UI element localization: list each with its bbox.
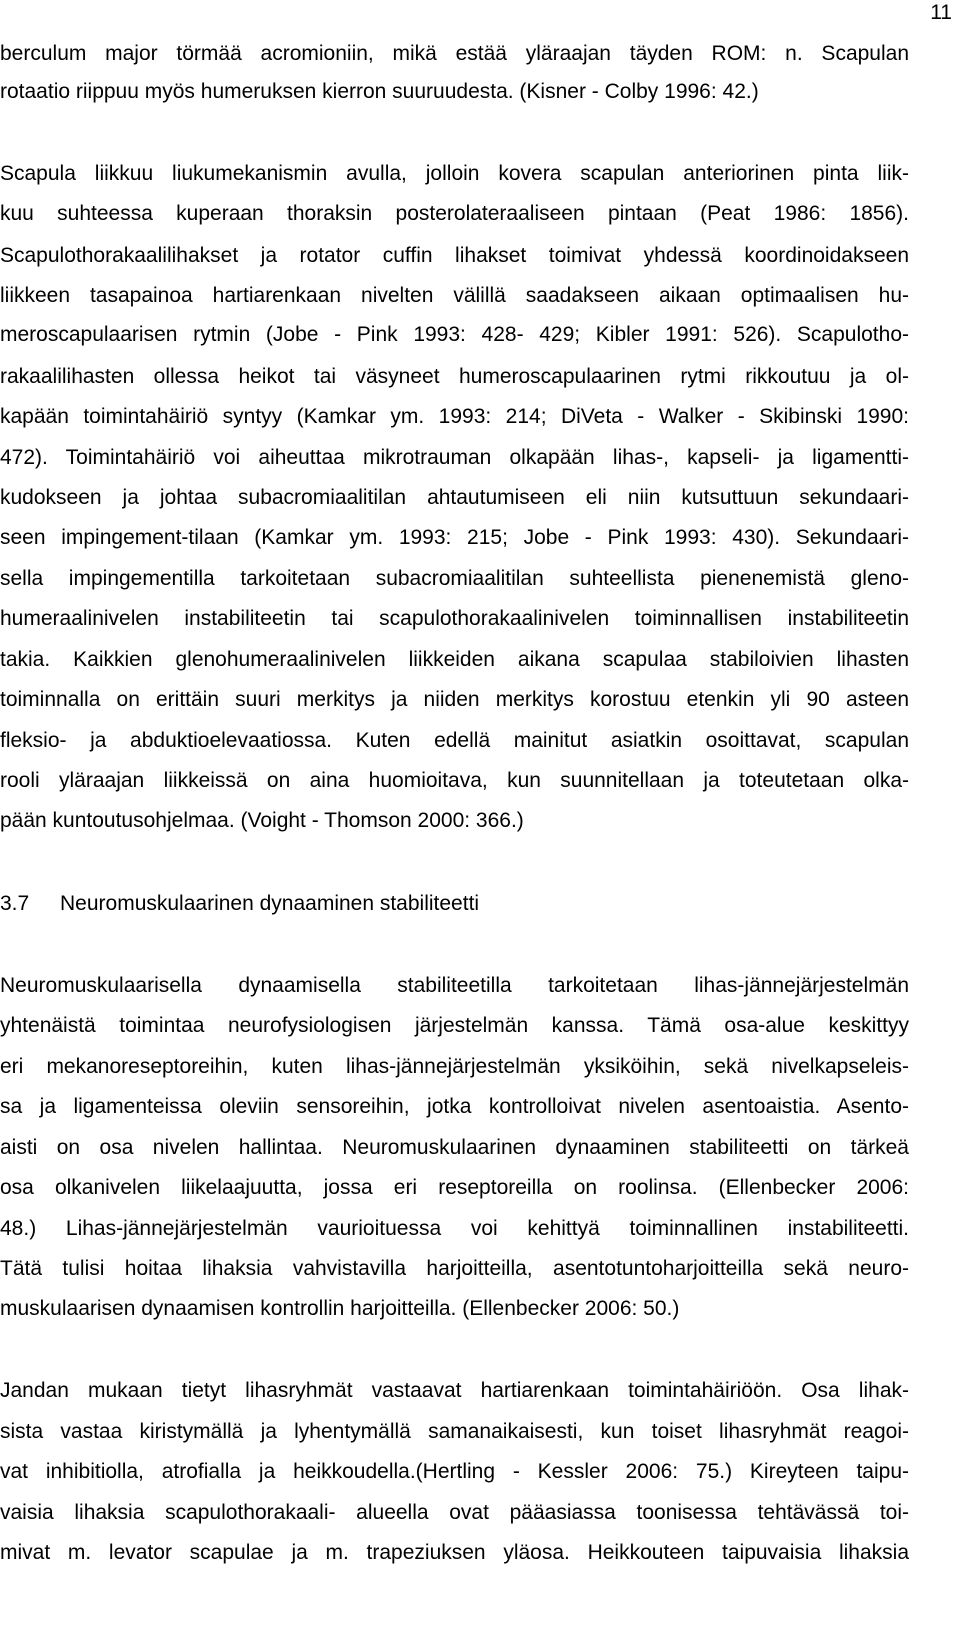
body-text-line: Jandan mukaan tietyt lihasryhmät vastaavat hartiarenkaan toimintahäiriöön. Osa lihak- <box>0 1379 909 1402</box>
body-text-line: rakaalilihasten ollessa heikot tai väsyneet humeroscapulaarinen rytmi rikkoutuu ja ol- <box>0 365 909 388</box>
body-text-line: kudokseen ja johtaa subacromiaalitilan ahtautumiseen eli niin kutsuttuun sekundaari- <box>0 486 909 509</box>
body-text-line: berculum major törmää acromioniin, mikä estää yläraajan täyden ROM: n. Scapulan <box>0 42 909 65</box>
body-text-line: muskulaarisen dynaamisen kontrollin harjoitteilla. (Ellenbecker 2006: 50.) <box>0 1297 680 1320</box>
body-text-line: rotaatio riippuu myös humeruksen kierron suuruudesta. (Kisner - Colby 1996: 42.) <box>0 80 759 103</box>
body-text-line: yhtenäistä toimintaa neurofysiologisen järjestelmän kanssa. Tämä osa-alue keskittyy <box>0 1014 909 1037</box>
body-text-line: 48.) Lihas-jännejärjestelmän vaurioituessa voi kehittyä toiminnallinen instabiliteetti. <box>0 1217 909 1240</box>
body-text-line: liikkeen tasapainoa hartiarenkaan nivelten välillä saadakseen aikaan optimaalisen hu- <box>0 284 909 307</box>
body-text-line: kuu suhteessa kuperaan thoraksin posterolateraaliseen pintaan (Peat 1986: 1856). <box>0 202 909 225</box>
section-number: 3.7 <box>0 892 30 915</box>
body-text-line: toiminnalla on erittäin suuri merkitys ja niiden merkitys korostuu etenkin yli 90 asteen <box>0 688 909 711</box>
body-text-line: rooli yläraajan liikkeissä on aina huomioitava, kun suunnitellaan ja toteutetaan olka- <box>0 769 909 792</box>
body-text-line: pään kuntoutusohjelmaa. (Voight - Thomson 2000: 366.) <box>0 809 524 832</box>
body-text-line: eri mekanoreseptoreihin, kuten lihas-jännejärjestelmän yksiköihin, sekä nivelkapseleis- <box>0 1055 909 1078</box>
body-text-line: osa olkanivelen liikelaajuutta, jossa eri reseptoreilla on roolinsa. (Ellenbecker 2006: <box>0 1176 909 1199</box>
page-number: 11 <box>930 1 952 24</box>
body-text-line: takia. Kaikkien glenohumeraalinivelen liikkeiden aikana scapulaa stabiloivien lihasten <box>0 648 909 671</box>
body-text-line: 472). Toimintahäiriö voi aiheuttaa mikrotrauman olkapään lihas-, kapseli- ja ligamentti- <box>0 446 909 469</box>
body-text-line: mivat m. levator scapulae ja m. trapeziuksen yläosa. Heikkouteen taipuvaisia lihaksia <box>0 1541 909 1564</box>
body-text-line: fleksio- ja abduktioelevaatiossa. Kuten edellä mainitut asiatkin osoittavat, scapulan <box>0 729 909 752</box>
body-text-line: vaisia lihaksia scapulothorakaali- alueella ovat pääasiassa toonisessa tehtävässä toi- <box>0 1501 909 1524</box>
body-text-line: vat inhibitiolla, atrofialla ja heikkoudella.(Hertling - Kessler 2006: 75.) Kireyteen taipu- <box>0 1460 909 1483</box>
body-text-line: seen impingement-tilaan (Kamkar ym. 1993: 215; Jobe - Pink 1993: 430). Sekundaari- <box>0 526 909 549</box>
body-text-line: sista vastaa kiristymällä ja lyhentymällä samanaikaisesti, kun toiset lihasryhmät reagoi- <box>0 1420 909 1443</box>
body-text-line: humeraalinivelen instabiliteetin tai scapulothorakaalinivelen toiminnallisen instabiliteetin <box>0 607 909 630</box>
body-text-line: meroscapulaarisen rytmin (Jobe - Pink 1993: 428- 429; Kibler 1991: 526). Scapulotho- <box>0 323 909 346</box>
section-title: Neuromuskulaarinen dynaaminen stabiliteetti <box>60 892 480 915</box>
body-text-line: sella impingementilla tarkoitetaan subacromiaalitilan suhteellista pienenemistä gleno- <box>0 567 909 590</box>
body-text-line: Scapulothorakaalilihakset ja rotator cuffin lihakset toimivat yhdessä koordinoidakseen <box>0 244 909 267</box>
section-heading <box>0 885 909 923</box>
body-text-line: sa ja ligamenteissa oleviin sensoreihin, jotka kontrolloivat nivelen asentoaistia. Asento- <box>0 1095 909 1118</box>
body-text-line: aisti on osa nivelen hallintaa. Neuromuskulaarinen dynaaminen stabiliteetti on tärkeä <box>0 1136 909 1159</box>
body-text-line: Tätä tulisi hoitaa lihaksia vahvistavilla harjoitteilla, asentotuntoharjoitteilla sekä neuro- <box>0 1257 909 1280</box>
body-text-line: Neuromuskulaarisella dynaamisella stabiliteetilla tarkoitetaan lihas-jännejärjestelmän <box>0 974 909 997</box>
body-text-line: kapään toimintahäiriö syntyy (Kamkar ym. 1993: 214; DiVeta - Walker - Skibinski 1990: <box>0 405 909 428</box>
body-text-line: Scapula liikkuu liukumekanismin avulla, jolloin kovera scapulan anteriorinen pinta liik- <box>0 162 909 185</box>
